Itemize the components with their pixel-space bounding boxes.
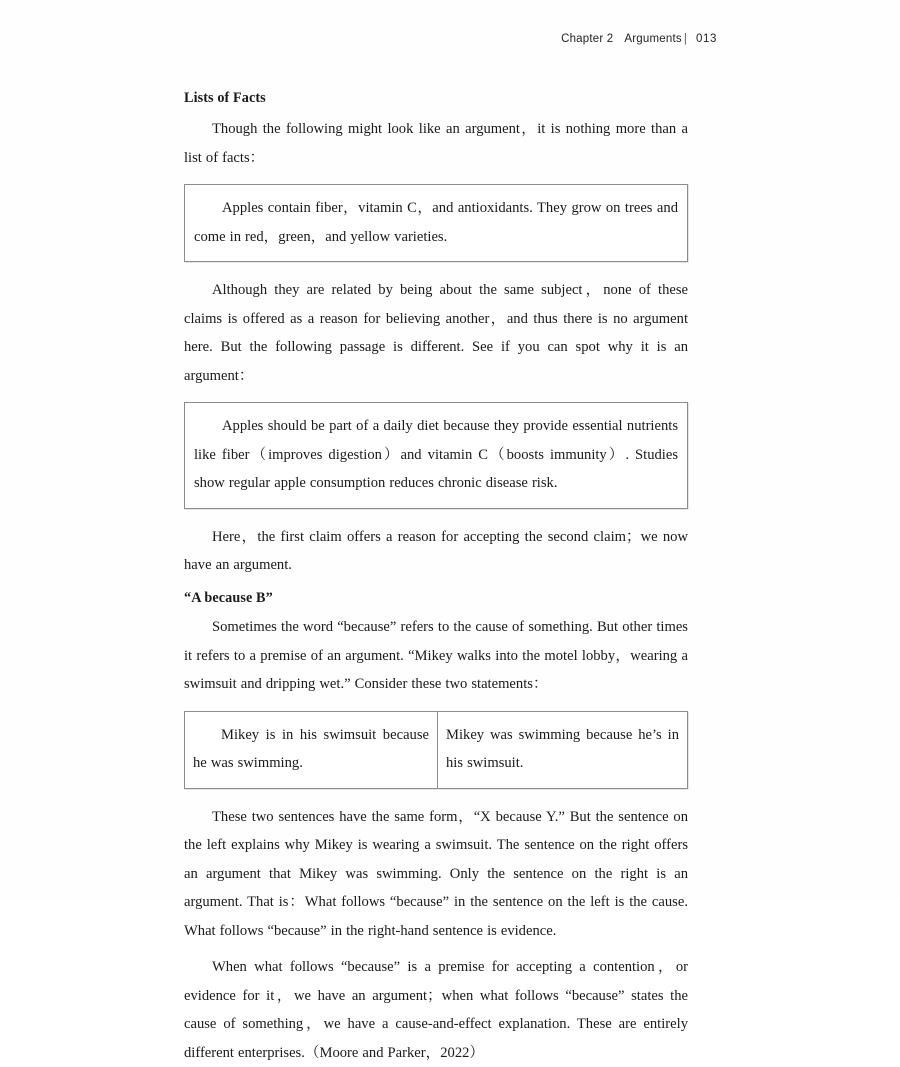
table-cell-left	[185, 712, 438, 788]
quote-box-facts-list-text: Apples contain fiber，vitamin C，and antioxidants. They grow on trees and come in red，green，and yellow varieties.	[194, 200, 678, 245]
heading-lists-of-facts: Lists of Facts	[184, 90, 266, 106]
table-cell-right-text: Mikey was swimming because he’s in his swimsuit.	[446, 726, 679, 772]
running-header	[184, 33, 717, 45]
paragraph-premise-vs-cause: When what follows “because” is a premise for accepting a contention，or evidence for it，we have an argument；when what follows “because” states the cause of something，we have a cause-and-effect explanation. These are entirely different enterprises.（Moore and Parker，2022）	[184, 959, 688, 1061]
header-separator: |	[683, 33, 687, 45]
paragraph-lists-intro: Though the following might look like an argument，it is nothing more than a list of facts：	[184, 121, 688, 166]
header-section-label: Arguments	[624, 33, 682, 45]
page-number: 013	[696, 33, 717, 45]
paragraph-same-form-analysis: These two sentences have the same form，“X because Y.” But the sentence on the left explains why Mikey is wearing a swimsuit. The sentence on the right offers an argument that Mikey was swimming. Only the sentence on the right is an argument. That is：What follows “because” in the sentence on the left is the cause. What follows “because” in the right-hand sentence is evidence.	[184, 808, 688, 939]
header-chapter-label: Chapter 2	[561, 33, 614, 45]
paragraph-because-intro: Sometimes the word “because” refers to the cause of something. But other times it refers to a premise of an argument. “Mikey walks into the motel lobby，wearing a swimsuit and dripping wet.” Consider these two statements：	[184, 619, 688, 693]
table-cell-left-text: Mikey is in his swimsuit because he was swimming.	[193, 726, 429, 772]
comparison-table	[184, 711, 688, 789]
table-cell-right	[438, 712, 687, 788]
quote-box-argument-example-text: Apples should be part of a daily diet because they provide essential nutrients like fiber（improves digestion）and vitamin C（boosts immunity）. Studies show regular apple consumption reduces chronic disease risk.	[194, 418, 678, 492]
quote-box-argument-example	[184, 402, 688, 509]
page-content	[184, 88, 688, 1067]
heading-a-because-b: “A because B”	[184, 589, 273, 606]
quote-box-facts-list	[184, 184, 688, 262]
paragraph-after-second-box: Here，the first claim offers a reason for accepting the second claim；we now have an argument.	[184, 528, 688, 574]
paragraph-after-first-box: Although they are related by being about the same subject，none of these claims is offered as a reason for believing another，and thus there is no argument here. But the following passage is different. See if you can spot why it is an argument：	[184, 282, 688, 384]
